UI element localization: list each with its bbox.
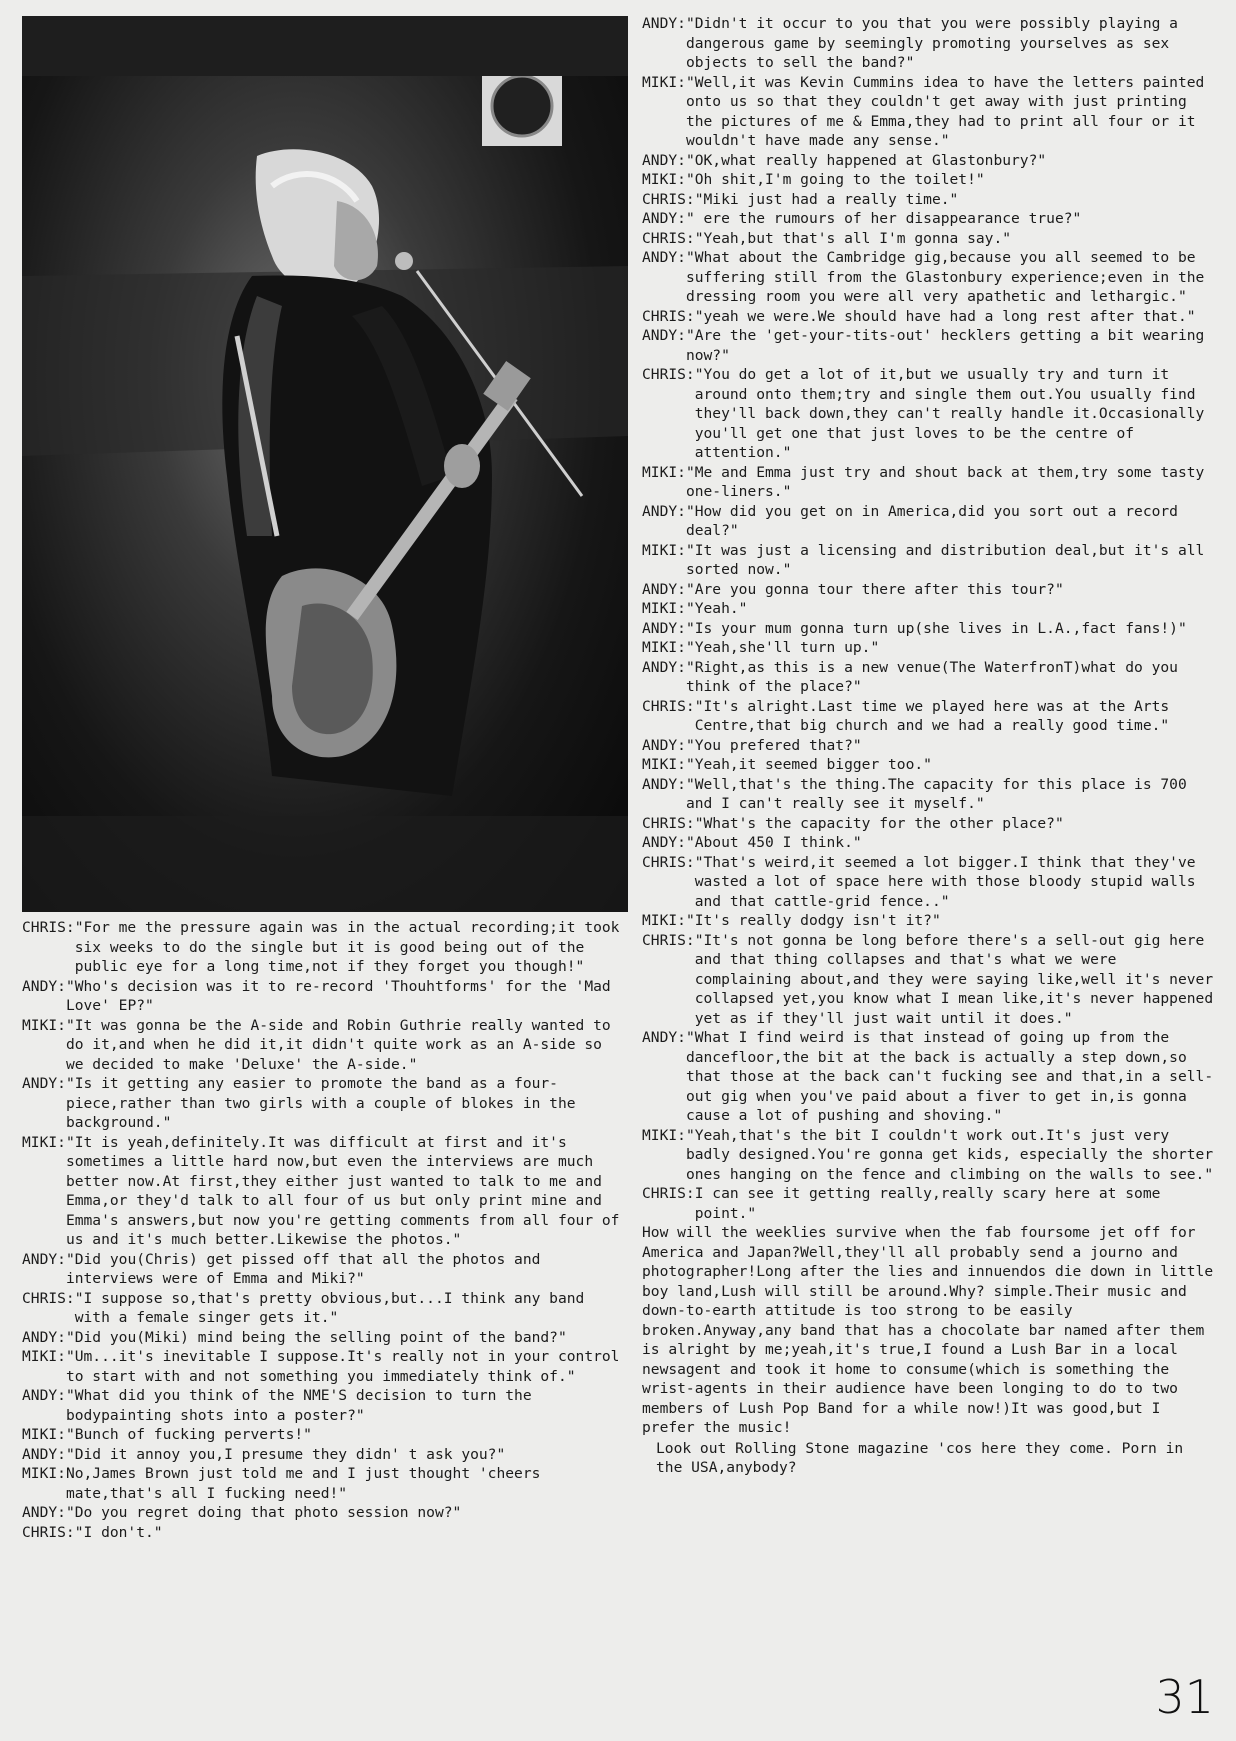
speaker-label: CHRIS:: [22, 1523, 75, 1541]
dialogue-line: [22, 1289, 626, 1328]
dialogue-line: [642, 307, 1214, 327]
left-text-column: [22, 918, 626, 1542]
dialogue-text: I can see it getting really,really scary here at some point.": [694, 1185, 1161, 1222]
speaker-label: MIKI:: [22, 1016, 66, 1034]
speaker-label: MIKI:: [22, 1465, 66, 1482]
speaker-label: ANDY:: [22, 1387, 66, 1404]
speaker-label: ANDY:: [22, 1504, 66, 1521]
dialogue-text: "Did you(Chris) get pissed off that all the photos and interviews were of Emma and Miki?": [65, 1250, 541, 1287]
speaker-label: CHRIS:: [642, 814, 695, 832]
dialogue-line: [642, 599, 1214, 619]
dialogue-line: [642, 736, 1214, 756]
dialogue-line: [642, 365, 1214, 463]
speaker-label: ANDY:: [642, 249, 686, 266]
dialogue-text: "Well,that's the thing.The capacity for this place is 700 and I can't really see it myself.": [685, 775, 1187, 812]
concert-photo: [22, 16, 628, 912]
speaker-label: CHRIS:: [22, 919, 75, 936]
dialogue-line: [22, 1016, 626, 1075]
dialogue-text: "What about the Cambridge gig,because you all seemed to be suffering still from the Glastonbury experience;even in the dressing room you were all very apathetic and lethargic.": [685, 249, 1205, 305]
dialogue-line: [642, 638, 1214, 658]
speaker-label: CHRIS:: [642, 307, 695, 325]
dialogue-line: [642, 463, 1214, 502]
dialogue-line: [642, 833, 1214, 853]
page-number: 31: [1155, 1670, 1214, 1724]
dialogue-line: [642, 502, 1214, 541]
dialogue-line: [642, 814, 1214, 834]
dialogue-line: [22, 1386, 626, 1425]
dialogue-line: [642, 931, 1214, 1029]
dialogue-line: [642, 619, 1214, 639]
dialogue-text: "That's weird,it seemed a lot bigger.I think that they've wasted a lot of space here with those bloody stupid walls and that cattle-grid fence..": [694, 853, 1196, 910]
dialogue-text: "Are the 'get-your-tits-out' hecklers getting a bit wearing now?": [685, 327, 1205, 364]
dialogue-text: "You do get a lot of it,but we usually try and turn it around onto them;try and single them out.You usually find they'll back down,they can't really handle it.Occasionally you'll get one that just loves to be the centre of attention.": [694, 366, 1205, 461]
dialogue-text: "I don't.": [74, 1523, 163, 1541]
dialogue-line: [642, 73, 1214, 151]
speaker-label: MIKI:: [642, 639, 686, 656]
dialogue-text: "Yeah.": [685, 600, 748, 617]
speaker-label: ANDY:: [642, 327, 686, 344]
speaker-label: ANDY:: [642, 775, 686, 793]
speaker-label: ANDY:: [642, 210, 686, 227]
speaker-label: CHRIS:: [22, 1289, 75, 1307]
dialogue-line: [642, 14, 1214, 73]
dialogue-line: [642, 190, 1214, 210]
dialogue-line: [22, 1074, 626, 1133]
speaker-label: ANDY:: [22, 1075, 66, 1092]
speaker-label: MIKI:: [22, 1348, 66, 1365]
dialogue-text: "Yeah,that's the bit I couldn't work out.It's just very badly designed.You're gonna get kids, especially the shorter ones hanging on the fence and climbing on the walls to see.": [685, 1126, 1214, 1183]
dialogue-text: "It was just a licensing and distribution deal,but it's all sorted now.": [685, 541, 1205, 578]
dialogue-text: "Me and Emma just try and shout back at them,try some tasty one-liners.": [685, 463, 1205, 500]
closing-paragraph: How will the weeklies survive when the fab foursome jet off for America and Japan?Well,they'll all probably send a journo and photographer!Long after the lies and innuendos die down in little boy land,Lush will still be around.Why? simple.Their music and down-to-earth attitude is too strong to be easily broken.Anyway,any band that has a chocolate bar named after them is alright by me;yeah,it's true,I found a Lush Bar in a local newsagent and took it home to consume(which is something the wrist-agents in their audience have been longing to do to two members of Lush Pop Band for a while now!)It was good,but I prefer the music!: [642, 1224, 1214, 1436]
dialogue-text: "OK,what really happened at Glastonbury?": [685, 151, 1047, 169]
dialogue-text: "What did you think of the NME'S decision to turn the bodypainting shots into a poster?": [65, 1387, 532, 1424]
speaker-label: ANDY:: [22, 977, 66, 995]
dialogue-text: "Who's decision was it to re-record 'Thouhtforms' for the 'Mad Love' EP?": [65, 977, 611, 1014]
dialogue-text: "Right,as this is a new venue(The WaterfronT)what do you think of the place?": [685, 658, 1178, 695]
dialogue-line: [642, 580, 1214, 600]
dialogue-line: [642, 151, 1214, 171]
dialogue-line: [22, 977, 626, 1016]
dialogue-text: "It is yeah,definitely.It was difficult at first and it's sometimes a little hard now,but even the interviews are much better now.At first,they either just wanted to talk to me and Emma,or they'd talk to all four of us but only print mine and Emma's answers,but now you're getting comments from all four of us and it's much better.Likewise the photos.": [65, 1133, 620, 1248]
guitarist-photo-illustration: [22, 16, 628, 912]
dialogue-text: "Well,it was Kevin Cummins idea to have the letters painted onto us so that they couldn't get away with just printing the pictures of me & Emma,they had to print all four or it wouldn't have made any sense.": [685, 73, 1205, 149]
dialogue-line: [642, 229, 1214, 249]
dialogue-text: "Yeah,but that's all I'm gonna say.": [694, 229, 1012, 247]
dialogue-line: [642, 755, 1214, 775]
right-text-column: [642, 14, 1214, 1479]
dialogue-text: "It was gonna be the A-side and Robin Guthrie really wanted to do it,and when he did it,it didn't quite work as an A-side so we decided to make 'Deluxe' the A-side.": [65, 1016, 611, 1073]
dialogue-text: "Did it annoy you,I presume they didn' t ask you?": [65, 1445, 506, 1463]
speaker-label: ANDY:: [22, 1445, 66, 1463]
speaker-label: MIKI:: [642, 463, 686, 481]
dialogue-text: "Miki just had a really time.": [694, 190, 959, 208]
dialogue-line: [642, 1028, 1214, 1126]
dialogue-text: "Is it getting any easier to promote the band as a four-piece,rather than two girls with a couple of blokes in the background.": [65, 1075, 576, 1131]
dialogue-text: "What I find weird is that instead of going up from the dancefloor,the bit at the back is actually a step down,so that those at the back can't fucking see and that,in a sell-out gig when you've paid about a fiver to get in,is gonna cause a lot of pushing and shoving.": [685, 1029, 1214, 1124]
speaker-label: MIKI:: [22, 1133, 66, 1151]
dialogue-line: [642, 541, 1214, 580]
dialogue-text: "It's alright.Last time we played here was at the Arts Centre,that big church and we had a really good time.": [694, 697, 1170, 734]
dialogue-text: "yeah we were.We should have had a long rest after that.": [694, 307, 1196, 325]
speaker-label: ANDY:: [642, 502, 686, 520]
footnote: Look out Rolling Stone magazine 'cos here they come. Porn in the USA,anybody?: [656, 1439, 1184, 1476]
speaker-label: CHRIS:: [642, 931, 695, 949]
dialogue-line: [642, 853, 1214, 912]
speaker-label: ANDY:: [642, 619, 686, 637]
dialogue-text: "I suppose so,that's pretty obvious,but...I think any band with a female singer gets it.": [74, 1289, 585, 1326]
dialogue-text: "Oh shit,I'm going to the toilet!": [685, 171, 985, 188]
dialogue-text: "Didn't it occur to you that you were possibly playing a dangerous game by seemingly promoting yourselves as sex objects to sell the band?": [685, 15, 1178, 71]
dialogue-text: "Um...it's inevitable I suppose.It's really not in your control to start with and not something you immediately think of.": [65, 1348, 620, 1385]
dialogue-text: "How did you get on in America,did you sort out a record deal?": [685, 502, 1178, 539]
speaker-label: CHRIS:: [642, 229, 695, 247]
dialogue-text: No,James Brown just told me and I just thought 'cheers mate,that's all I fucking need!": [65, 1465, 541, 1502]
speaker-label: CHRIS:: [642, 190, 695, 208]
speaker-label: ANDY:: [642, 580, 686, 598]
dialogue-text: "Yeah,she'll turn up.": [685, 639, 880, 656]
speaker-label: MIKI:: [642, 1126, 686, 1144]
dialogue-line: [22, 1347, 626, 1386]
dialogue-line: [642, 248, 1214, 307]
dialogue-text: "Is your mum gonna turn up(she lives in L.A.,fact fans!)": [685, 619, 1187, 637]
speaker-label: CHRIS:: [642, 366, 695, 383]
dialogue-line: [642, 658, 1214, 697]
dialogue-line: [642, 911, 1214, 931]
speaker-label: ANDY:: [642, 15, 686, 32]
speaker-label: MIKI:: [642, 756, 686, 773]
dialogue-line: [642, 775, 1214, 814]
dialogue-text: "What's the capacity for the other place?": [694, 814, 1064, 832]
dialogue-line: [22, 918, 626, 977]
speaker-label: MIKI:: [642, 912, 686, 929]
dialogue-text: "It's not gonna be long before there's a sell-out gig here and that thing collapses and that's what we were complaining about,and they were saying like,well it's never collapsed yet,you know what I mean like,it's never happened yet as if they'll just wait until it does.": [694, 931, 1214, 1027]
speaker-label: ANDY:: [642, 151, 686, 169]
speaker-label: MIKI:: [642, 171, 686, 188]
dialogue-line: [22, 1523, 626, 1543]
dialogue-line: [642, 1184, 1214, 1223]
dialogue-line: [22, 1133, 626, 1250]
speaker-label: CHRIS:: [642, 853, 695, 871]
dialogue-line: [642, 326, 1214, 365]
dialogue-text: " ere the rumours of her disappearance true?": [685, 210, 1082, 227]
dialogue-text: "It's really dodgy isn't it?": [685, 912, 941, 929]
speaker-label: ANDY:: [642, 834, 686, 851]
dialogue-line: [642, 170, 1214, 190]
speaker-label: ANDY:: [22, 1328, 66, 1346]
dialogue-text: "You prefered that?": [685, 736, 862, 754]
dialogue-text: "Did you(Miki) mind being the selling point of the band?": [65, 1328, 567, 1346]
speaker-label: MIKI:: [642, 73, 686, 91]
speaker-label: MIKI:: [642, 541, 686, 559]
dialogue-line: [642, 697, 1214, 736]
speaker-label: ANDY:: [642, 658, 686, 676]
speaker-label: CHRIS:: [642, 697, 695, 715]
dialogue-text: "For me the pressure again was in the actual recording;it took six weeks to do the single but it is good being out of the public eye for a long time,not if they forget you though!": [74, 919, 620, 975]
dialogue-line: [22, 1464, 626, 1503]
dialogue-text: "Do you regret doing that photo session now?": [65, 1504, 462, 1521]
speaker-label: MIKI:: [642, 600, 686, 617]
dialogue-line: [22, 1503, 626, 1523]
dialogue-text: "Bunch of fucking perverts!": [65, 1426, 312, 1443]
dialogue-text: "Are you gonna tour there after this tour?": [685, 580, 1064, 598]
dialogue-line: [22, 1445, 626, 1465]
dialogue-line: [22, 1328, 626, 1348]
dialogue-line: [642, 1126, 1214, 1185]
speaker-label: ANDY:: [22, 1250, 66, 1268]
speaker-label: CHRIS:: [642, 1185, 695, 1202]
speaker-label: ANDY:: [642, 736, 686, 754]
dialogue-line: [22, 1250, 626, 1289]
dialogue-line: [22, 1425, 626, 1445]
speaker-label: ANDY:: [642, 1029, 686, 1046]
speaker-label: MIKI:: [22, 1426, 66, 1443]
dialogue-line: [642, 209, 1214, 229]
dialogue-text: "Yeah,it seemed bigger too.": [685, 756, 932, 773]
dialogue-text: "About 450 I think.": [685, 834, 862, 851]
